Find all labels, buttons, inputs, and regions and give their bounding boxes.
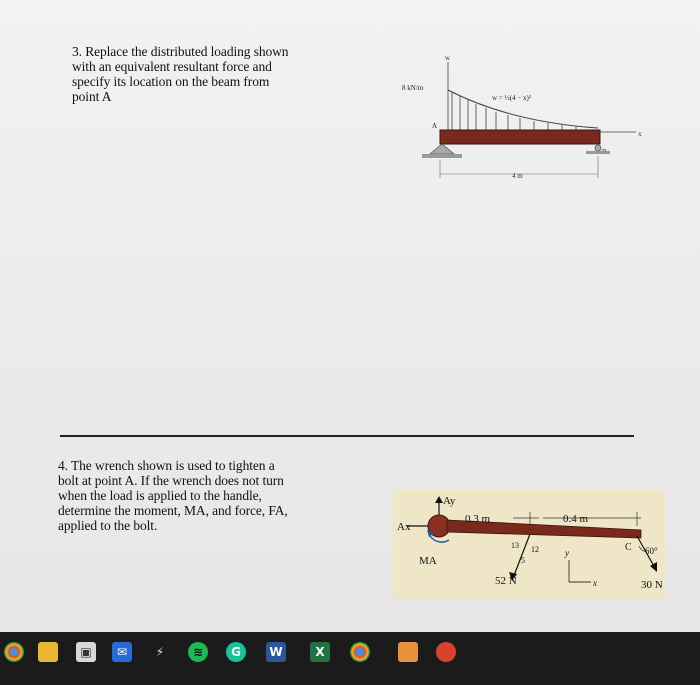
dim-2-label: 0.4 m	[563, 513, 589, 525]
ground-b	[586, 151, 610, 154]
angle-label: 60°	[645, 546, 658, 556]
question-3-line-2: with an equivalent resultant force and	[72, 59, 272, 74]
w-axis-label: w	[445, 54, 451, 62]
beam-length-label: 4 m	[512, 172, 523, 180]
photos-icon[interactable]	[398, 642, 418, 662]
question-4-line-4: determine the moment, MA, and force, FA,	[58, 503, 288, 518]
question-4-text	[58, 458, 328, 533]
force-30-label: 30 N	[641, 579, 663, 591]
stocks-icon[interactable]: ⚡	[155, 645, 165, 659]
spotify-icon[interactable]: ≋	[188, 642, 208, 662]
force-52-label: 52 N	[495, 575, 517, 587]
point-a-label: A	[432, 122, 438, 130]
roller-support-b	[595, 145, 601, 151]
pin-support-a	[430, 144, 454, 154]
question-4-line-5: applied to the bolt.	[58, 518, 158, 533]
question-3-line-1: 3. Replace the distributed loading shown	[72, 44, 289, 59]
ground-a	[422, 154, 462, 158]
chrome-icon[interactable]	[4, 642, 24, 662]
question-4-figure	[393, 490, 665, 600]
wrench-diagram	[393, 490, 665, 600]
question-3-figure	[400, 50, 660, 190]
word-icon[interactable]: W	[266, 642, 286, 662]
mail-icon[interactable]: ✉	[112, 642, 132, 662]
chrome-app-icon[interactable]	[350, 642, 370, 662]
load-equation-label: w = ½(4 − x)²	[492, 94, 531, 102]
point-c-label: C	[625, 542, 632, 553]
taskbar	[0, 632, 700, 685]
slope-13-label: 13	[511, 541, 519, 550]
dim-1-label: 0.3 m	[465, 513, 491, 525]
slope-5-label: 5	[521, 556, 525, 565]
beam	[440, 130, 600, 144]
ax-label: Ax	[397, 521, 411, 533]
file-explorer-icon[interactable]	[38, 642, 58, 662]
section-divider	[60, 435, 634, 437]
ay-arrowhead	[435, 496, 443, 503]
question-3-line-4: point A	[72, 89, 112, 104]
question-3-text	[72, 44, 322, 104]
question-4-line-2: bolt at point A. If the wrench does not turn	[58, 473, 284, 488]
grammarly-icon[interactable]: G	[226, 642, 246, 662]
ma-label: MA	[419, 555, 437, 567]
beam-load-diagram	[400, 50, 660, 190]
load-intensity-label: 8 kN/m	[402, 84, 424, 92]
x-axis-label: x	[638, 130, 642, 138]
coord-y-label: y	[565, 548, 569, 558]
question-4-line-1: 4. The wrench shown is used to tighten a	[58, 458, 275, 473]
store-icon[interactable]: ▣	[76, 642, 96, 662]
excel-icon[interactable]: X	[310, 642, 330, 662]
question-4-line-3: when the load is applied to the handle,	[58, 488, 262, 503]
force-30-arrowhead	[650, 562, 657, 572]
maps-icon[interactable]	[436, 642, 456, 662]
question-3-line-3: specify its location on the beam from	[72, 74, 270, 89]
slope-12-label: 12	[531, 545, 539, 554]
ay-label: Ay	[443, 495, 456, 507]
coord-x-label: x	[593, 578, 597, 588]
